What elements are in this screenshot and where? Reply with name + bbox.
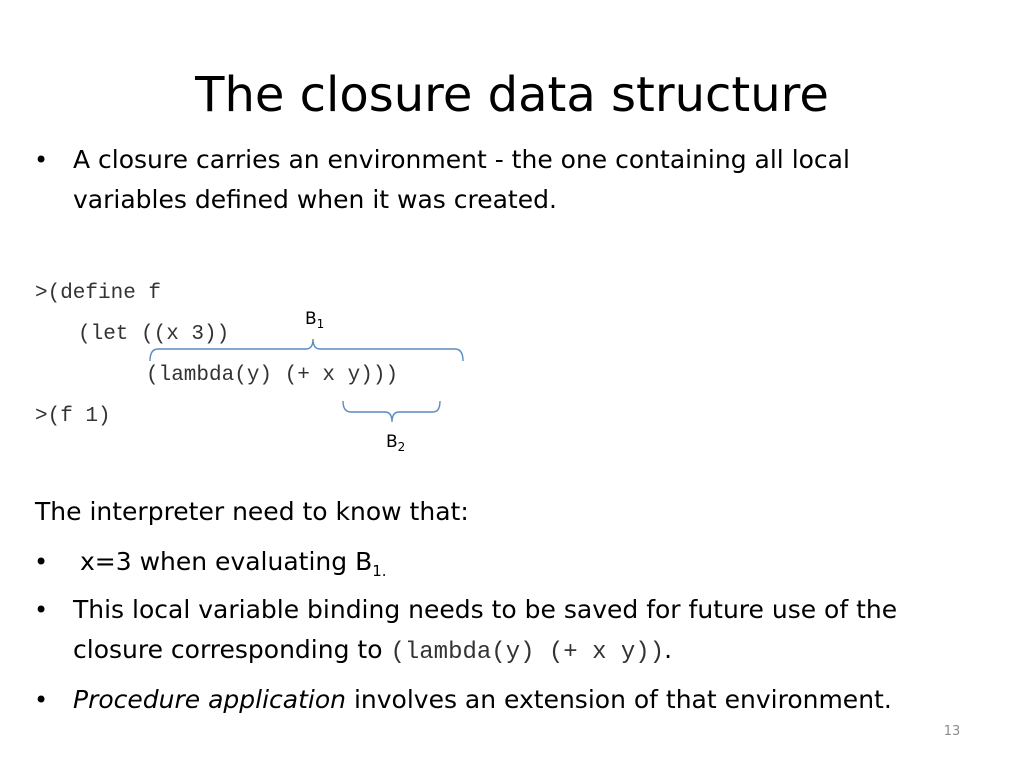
bullet-binding-prefix: closure corresponding to [73, 635, 383, 664]
bullet-procedure-rest: involves an extension of that environment. [353, 685, 892, 714]
slide-title: The closure data structure [195, 67, 829, 123]
need-to-know-text: The interpreter need to know that: [35, 497, 469, 526]
bullet-binding-line-2 [73, 630, 672, 673]
brace-b1 [150, 339, 463, 361]
bullet-dot: • [34, 686, 49, 714]
code-line-define: >(define f [35, 282, 162, 305]
bullet-x-equals-3 [80, 542, 387, 591]
label-b2-letter: B [386, 432, 398, 452]
bullet-procedure-italic: Procedure application [73, 685, 346, 714]
page-number: 13 [943, 724, 961, 739]
bullet-x-equals-3-text: x=3 when evaluating B [80, 547, 373, 576]
bullet-dot: • [34, 596, 49, 624]
label-b1 [305, 308, 324, 335]
code-line-call: >(f 1) [35, 405, 111, 428]
bullet-procedure-application [73, 680, 892, 720]
label-b2-sub: 2 [397, 440, 406, 454]
label-b2 [386, 431, 405, 458]
label-b1-sub: 1 [316, 317, 325, 331]
bullet-binding-suffix: . [664, 635, 673, 664]
code-line-lambda: (lambda(y) (+ x y))) [146, 364, 399, 387]
intro-bullet-line-1: A closure carries an environment - the one containing all local [73, 145, 850, 174]
bullet-binding-line-1: This local variable binding needs to be saved for future use of the [73, 595, 898, 624]
code-line-let: (let ((x 3)) [78, 323, 230, 346]
label-b1-letter: B [305, 309, 317, 329]
bullet-x-equals-3-sub: 1. [372, 562, 387, 580]
intro-bullet-line-2: variables defined when it was created. [73, 185, 557, 214]
bullet-binding-code: (lambda(y) (+ x y)) [390, 639, 665, 666]
bullet-dot: • [34, 146, 49, 174]
brace-b2 [343, 401, 440, 422]
bullet-dot: • [34, 548, 49, 576]
